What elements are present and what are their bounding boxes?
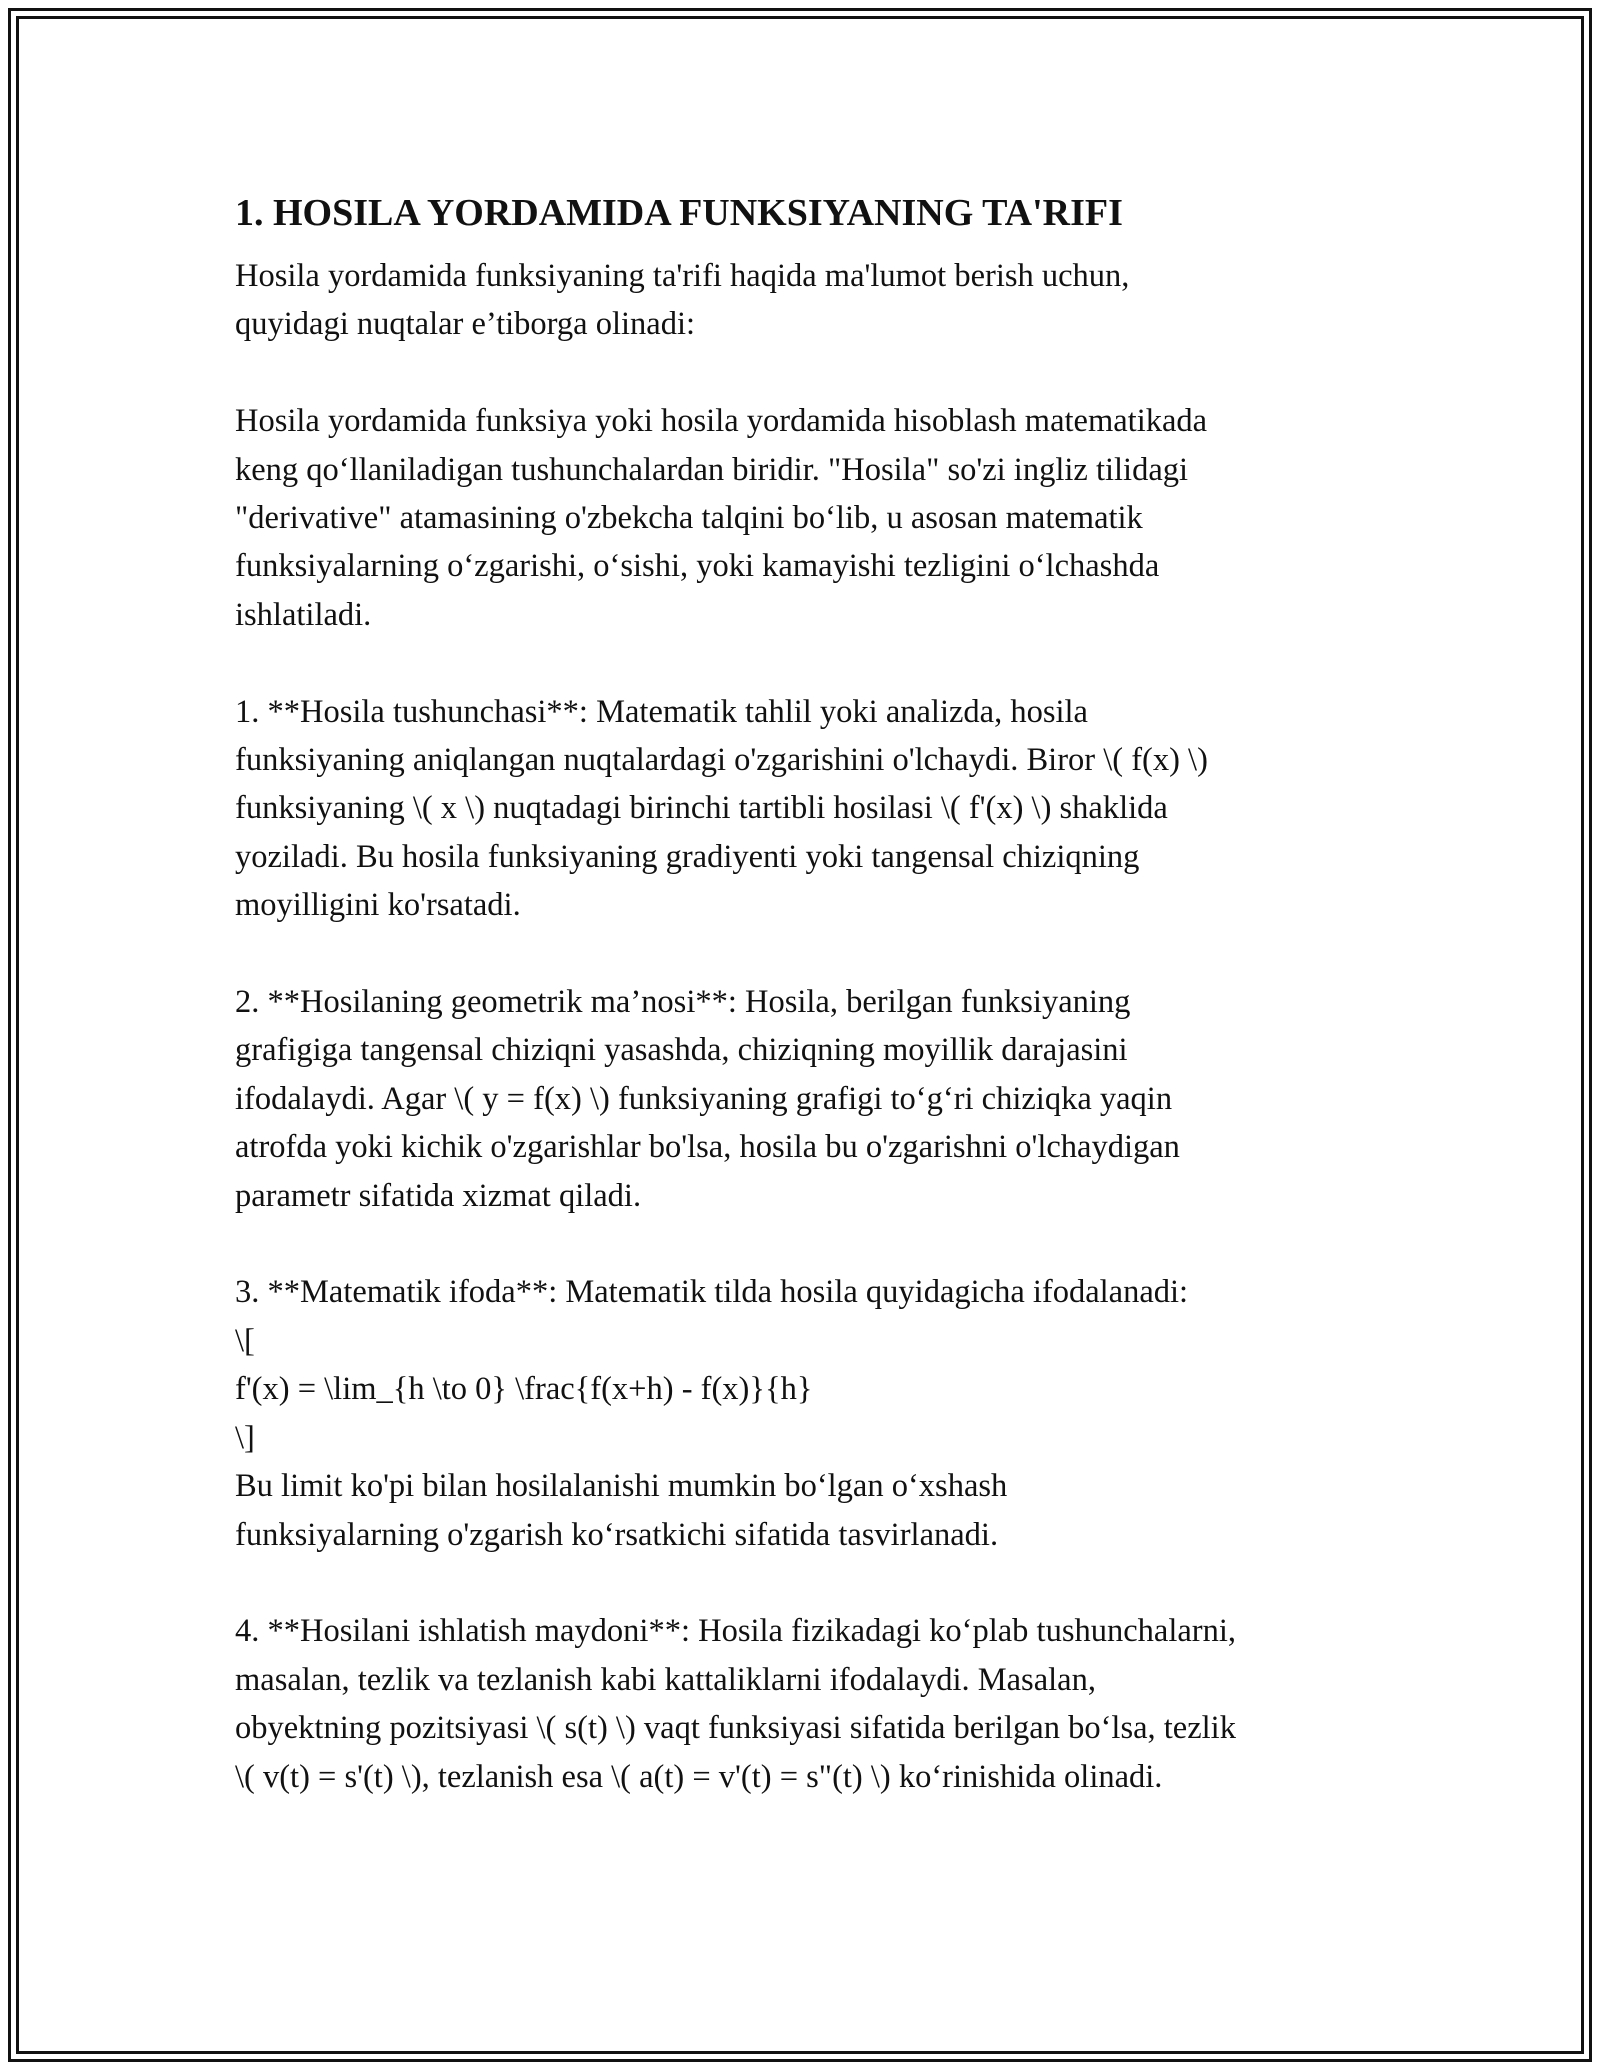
document-title: 1. HOSILA YORDAMIDA FUNKSIYANING TA'RIFI [235, 192, 1123, 234]
point-4-paragraph: 4. **Hosilani ishlatish maydoni**: Hosila fizikadagi ko‘plab tushunchalarni, masalan, tezlik va tezlanish kabi kattaliklarni ifodalaydi. Masalan, obyektning pozitsiyasi \( s(t) \) vaqt funksiyasi sifatida berilgan bo‘lsa, tezlik \( v(t) = s'(t) \), tezlanish esa \( a(t) = v'(t) = s"(t) \) ko‘rinishida olinadi. [235, 1613, 1237, 1795]
document-page [235, 186, 1385, 1801]
point-3-paragraph: 3. **Matematik ifoda**: Matematik tilda hosila quyidagicha ifodalanadi: \[ f'(x) = \lim_{h \to 0} \frac{f(x+h) - f(x)}{h} \] Bu limit ko'pi bilan hosilalanishi mumkin bo‘lgan o‘xshash funksiyalarning o'zgarish ko‘rsatkichi sifatida tasvirlanadi. [235, 1274, 1189, 1553]
definition-paragraph: Hosila yordamida funksiya yoki hosila yordamida hisoblash matematikada keng qo‘llaniladigan tushunchalardan biridir. "Hosila" so'zi ingliz tilidagi "derivative" atamasining o'zbekcha talqini bo‘lib, u asosan matematik funksiyalarning o‘zgarishi, o‘sishi, yoki kamayishi tezligini o‘lchashda ishlatiladi. [235, 403, 1208, 633]
intro-paragraph: Hosila yordamida funksiyaning ta'rifi haqida ma'lumot berish uchun, quyidagi nuqtalar e’tiborga olinadi: [235, 258, 1130, 343]
point-1-paragraph: 1. **Hosila tushunchasi**: Matematik tahlil yoki analizda, hosila funksiyaning aniqlangan nuqtalardagi o'zgarishini o'lchaydi. Biror \( f(x) \) funksiyaning \( x \) nuqtadagi birinchi tartibli hosilasi \( f'(x) \) shaklida yoziladi. Bu hosila funksiyaning gradiyenti yoki tangensal chiziqning moyilligini ko'rsatadi. [235, 693, 1208, 924]
point-2-paragraph: 2. **Hosilaning geometrik ma’nosi**: Hosila, berilgan funksiyaning grafigiga tangensal chiziqni yasashda, chiziqning moyillik darajasini ifodalaydi. Agar \( y = f(x) \) funksiyaning grafigi to‘g‘ri chiziqka yaqin atrofda yoki kichik o'zgarishlar bo'lsa, hosila bu o'zgarishni o'lchaydigan parametr sifatida xizmat qiladi. [235, 984, 1180, 1214]
